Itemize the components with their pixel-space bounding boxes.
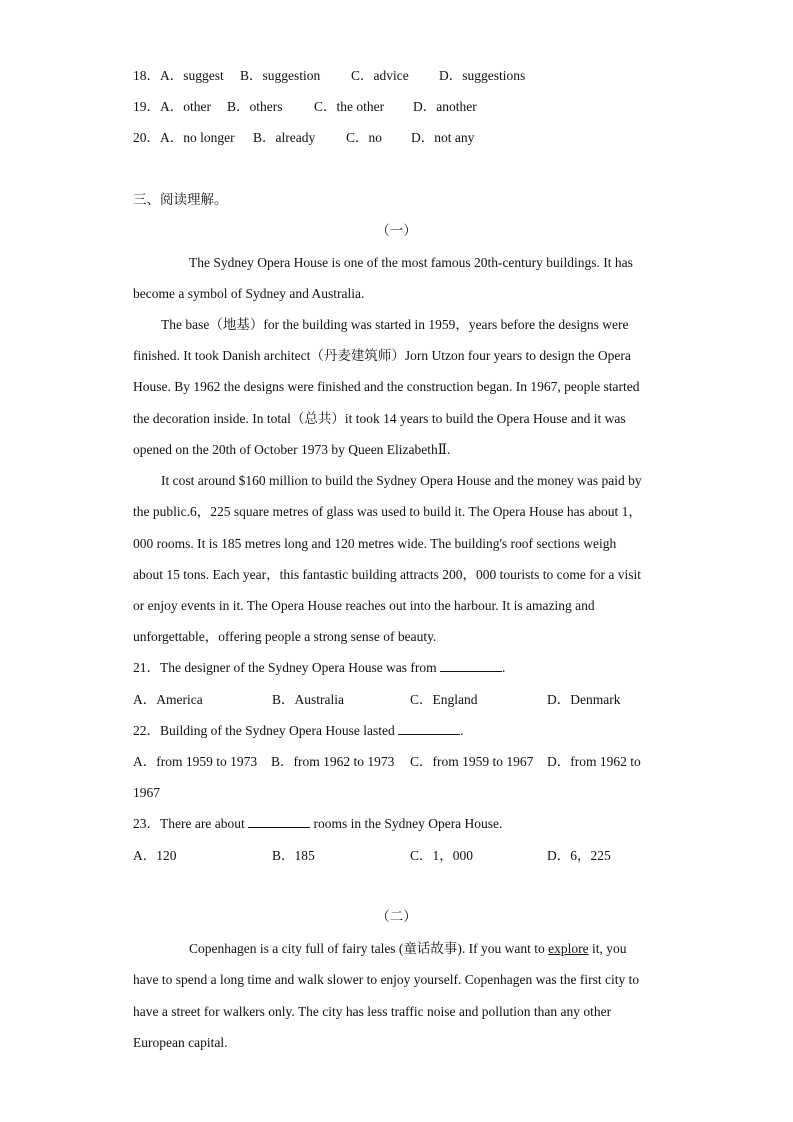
stem-text: . bbox=[460, 723, 464, 738]
option-a: A．120 bbox=[133, 848, 177, 863]
option-c: C．England bbox=[410, 692, 478, 707]
passage-line: It cost around $160 million to build the Sydney Opera House and the money was paid by bbox=[161, 473, 642, 488]
underlined-word: explore bbox=[548, 941, 589, 956]
passage-line: have a street for walkers only. The city has less traffic noise and pollution than any other bbox=[133, 1004, 612, 1019]
question-23-stem bbox=[133, 815, 502, 833]
question-22-stem bbox=[133, 722, 463, 740]
option-a: A．from 1959 to 1973 bbox=[133, 754, 258, 769]
passage-label: （一） bbox=[376, 223, 417, 238]
passage-line: 000 rooms. It is 185 metres long and 120 metres wide. The building's roof sections weigh bbox=[133, 536, 617, 551]
passage-line: European capital. bbox=[133, 1035, 228, 1050]
section-heading: 三、阅读理解。 bbox=[133, 192, 228, 207]
option-d: D．suggestions bbox=[439, 68, 526, 83]
option-a: A．America bbox=[133, 692, 203, 707]
passage-text: it, you bbox=[592, 941, 627, 956]
passage-line: the public.6，225 square metres of glass was used to build it. The Opera House has about 1， bbox=[133, 504, 642, 519]
option-a: A．suggest bbox=[160, 68, 224, 83]
passage-line: or enjoy events in it. The Opera House reaches out into the harbour. It is amazing and bbox=[133, 598, 595, 613]
option-c: C．from 1959 to 1967 bbox=[410, 754, 534, 769]
answer-blank[interactable] bbox=[398, 722, 460, 735]
question-22-options bbox=[133, 753, 641, 771]
question-number: 19． bbox=[133, 99, 160, 114]
stem-text: rooms in the Sydney Opera House. bbox=[313, 816, 503, 831]
option-b: B．others bbox=[227, 99, 283, 114]
question-21-stem bbox=[133, 659, 505, 677]
option-b: B．suggestion bbox=[240, 68, 321, 83]
stem-text: 21．The designer of the Sydney Opera House was from bbox=[133, 660, 437, 675]
passage-line: the decoration inside. In total（总共）it took 14 years to build the Opera House and it was bbox=[133, 411, 626, 426]
question-20 bbox=[133, 129, 474, 147]
passage-line: opened on the 20th of October 1973 by Queen ElizabethⅡ. bbox=[133, 442, 451, 457]
passage-line: become a symbol of Sydney and Australia. bbox=[133, 286, 365, 301]
question-number: 20． bbox=[133, 130, 160, 145]
option-d: D．Denmark bbox=[547, 692, 621, 707]
option-b: B．already bbox=[253, 130, 316, 145]
passage-line: have to spend a long time and walk slower to enjoy yourself. Copenhagen was the first city to bbox=[133, 972, 640, 987]
option-b: B．from 1962 to 1973 bbox=[271, 754, 395, 769]
passage-line: unforgettable，offering people a strong sense of beauty. bbox=[133, 629, 437, 644]
question-number: 18． bbox=[133, 68, 160, 83]
question-23-options bbox=[133, 847, 611, 865]
passage-text: Copenhagen is a city full of fairy tales (童话故事). If you want to bbox=[189, 941, 545, 956]
answer-blank[interactable] bbox=[440, 659, 502, 672]
question-19 bbox=[133, 98, 477, 116]
option-b: B．Australia bbox=[272, 692, 344, 707]
option-c: C．no bbox=[346, 130, 383, 145]
stem-text: 23．There are about bbox=[133, 816, 245, 831]
option-d: D．from 1962 to bbox=[547, 754, 641, 769]
passage-line bbox=[189, 940, 627, 958]
option-a: A．no longer bbox=[160, 130, 235, 145]
question-21-options bbox=[133, 691, 620, 709]
option-b: B．185 bbox=[272, 848, 315, 863]
passage-line: House. By 1962 the designs were finished and the construction began. In 1967, people started bbox=[133, 379, 640, 394]
option-d: D．not any bbox=[411, 130, 475, 145]
passage-line: about 15 tons. Each year，this fantastic building attracts 200，000 tourists to come for a visit bbox=[133, 567, 642, 582]
answer-blank[interactable] bbox=[248, 815, 310, 828]
option-c: C．advice bbox=[351, 68, 409, 83]
passage-line: The base（地基）for the building was started in 1959，years before the designs were bbox=[161, 317, 629, 332]
option-c: C．the other bbox=[314, 99, 385, 114]
stem-text: 22．Building of the Sydney Opera House lasted bbox=[133, 723, 395, 738]
passage-line: finished. It took Danish architect（丹麦建筑师）Jorn Utzon four years to design the Opera bbox=[133, 348, 631, 363]
option-c: C．1，000 bbox=[410, 848, 474, 863]
option-a: A．other bbox=[160, 99, 211, 114]
passage-label: （二） bbox=[376, 909, 417, 924]
stem-text: . bbox=[502, 660, 506, 675]
option-d: D．6，225 bbox=[547, 848, 611, 863]
option-d-continued: 1967 bbox=[133, 785, 160, 800]
question-18 bbox=[133, 67, 525, 85]
option-d: D．another bbox=[413, 99, 477, 114]
passage-line: The Sydney Opera House is one of the most famous 20th-century buildings. It has bbox=[189, 255, 633, 270]
